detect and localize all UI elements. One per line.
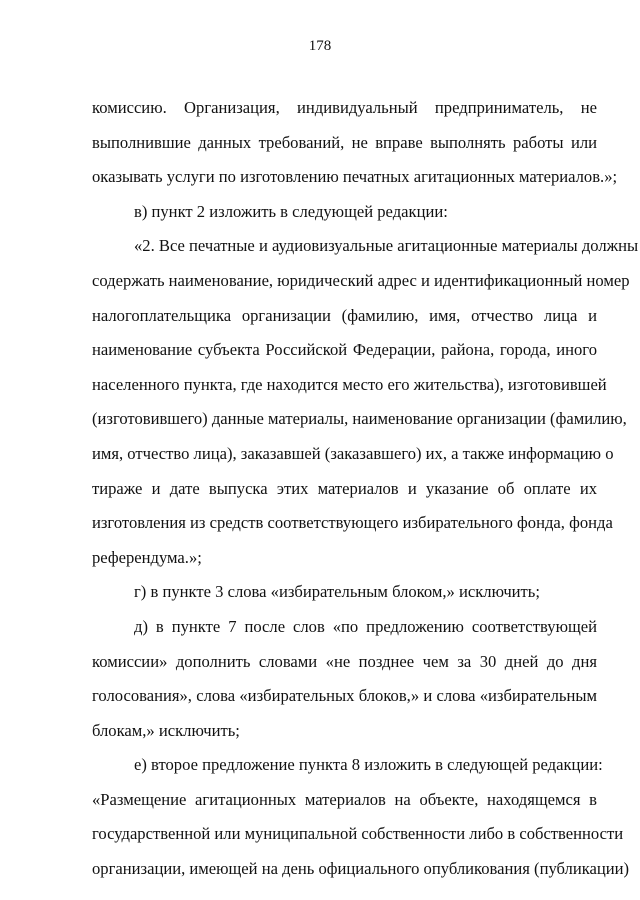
text-line: голосования», слова «избирательных блоков,» и слова «избирательным — [92, 686, 597, 706]
text-line: тираже и дате выпуска этих материалов и указание об оплате их — [92, 478, 597, 498]
text-line: содержать наименование, юридический адрес и идентификационный номер — [92, 270, 630, 290]
text-line: (изготовившего) данные материалы, наименование организации (фамилию, — [92, 409, 627, 429]
text-line: организации, имеющей на день официального опубликования (публикации) — [92, 859, 630, 879]
text-line: имя, отчество лица), заказавшей (заказавшего) их, а также информацию о — [92, 443, 614, 463]
page-number: 178 — [308, 38, 332, 54]
text-line: оказывать услуги по изготовлению печатных агитационных материалов.»; — [92, 167, 618, 187]
text-line: государственной или муниципальной собственности либо в собственности — [92, 824, 624, 844]
text-line: населенного пункта, где находится место его жительства), изготовившей — [92, 374, 607, 394]
text-line: выполнившие данных требований, не вправе выполнять работы или — [92, 132, 597, 152]
text-line: е) второе предложение пункта 8 изложить в следующей редакции: — [134, 755, 603, 775]
text-line: референдума.»; — [92, 547, 202, 567]
text-line: наименование субъекта Российской Федерации, района, города, иного — [92, 340, 597, 360]
text-line: блокам,» исключить; — [92, 720, 240, 740]
text-line: изготовления из средств соответствующего избирательного фонда, фонда — [92, 513, 613, 533]
text-line: «2. Все печатные и аудиовизуальные агитационные материалы должны — [134, 236, 639, 256]
document-body — [92, 91, 639, 887]
text-line: г) в пункте 3 слова «избирательным блоком,» исключить; — [134, 582, 540, 602]
text-line: комиссию. Организация, индивидуальный предприниматель, не — [92, 98, 597, 117]
text-line: в) пункт 2 изложить в следующей редакции: — [134, 201, 448, 221]
text-line: «Размещение агитационных материалов на объекте, находящемся в — [92, 789, 597, 809]
text-line: налогоплательщика организации (фамилию, имя, отчество лица и — [92, 305, 597, 325]
text-line: д) в пункте 7 после слов «по предложению соответствующей — [134, 616, 597, 636]
text-line: комиссии» дополнить словами «не позднее чем за 30 дней до дня — [92, 651, 597, 671]
